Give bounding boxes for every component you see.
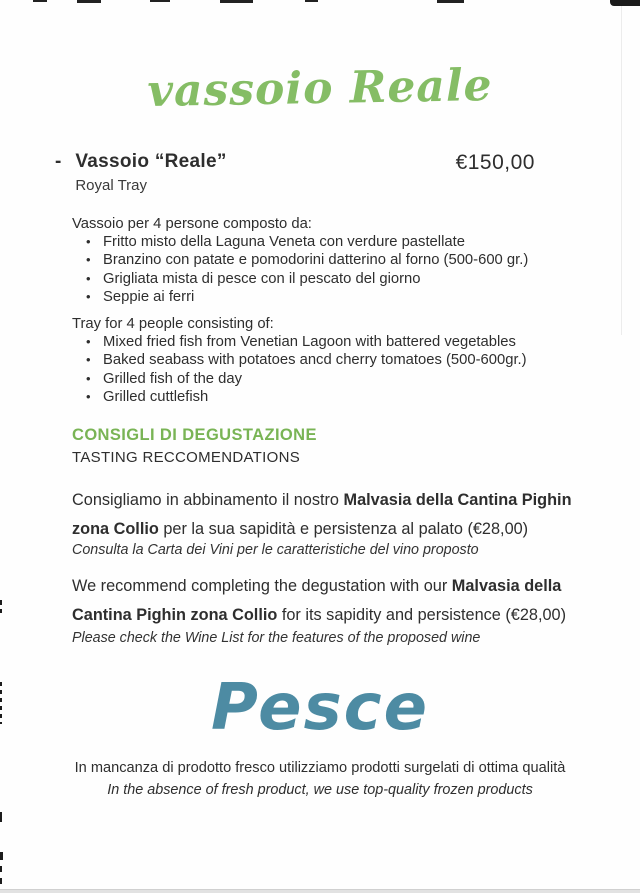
pairing-en-wine-name: Malvasia della Cantina Pighin zona Collio <box>72 577 562 624</box>
list-item <box>72 233 552 251</box>
description-en <box>72 315 552 406</box>
tasting-section <box>72 425 317 467</box>
scan-mark-top <box>220 0 253 3</box>
scan-mark-left <box>0 852 3 860</box>
frozen-note-it: In mancanza di prodotto fresco utilizziamo prodotti surgelati di ottima qualità <box>74 760 566 776</box>
list-item-text: Baked seabass with potatoes ancd cherry tomatoes (500-600gr.) <box>103 352 527 369</box>
section-title-vassoio-reale: vassoio Reale <box>146 59 493 118</box>
bullet-icon: • <box>86 352 91 368</box>
scan-mark-left <box>0 866 2 872</box>
scan-fold-line-right <box>621 5 622 335</box>
scan-mark-top <box>305 0 318 2</box>
list-item-text: Grilled cuttlefish <box>103 388 209 405</box>
description-it-intro: Vassoio per 4 persone composto da: <box>72 216 312 232</box>
description-it-list <box>72 233 552 306</box>
list-item <box>72 333 552 351</box>
item-name-block <box>75 150 226 196</box>
scan-mark-left <box>0 812 2 822</box>
list-item <box>72 288 552 306</box>
item-price: €150,00 <box>455 151 535 174</box>
scan-mark-top <box>77 0 101 3</box>
pairing-en-suffix: for its sapidity and persistence (€28,00) <box>277 605 567 624</box>
wine-pairing-it <box>72 486 594 543</box>
item-name: Vassoio “Reale” <box>75 151 227 172</box>
list-item-text: Seppie ai ferri <box>103 288 195 305</box>
scan-mark-top <box>437 0 464 3</box>
bullet-icon: • <box>86 252 91 268</box>
list-item <box>72 388 552 406</box>
pairing-it-wine-name: Malvasia della Cantina Pighin zona Collio <box>72 491 572 538</box>
scan-mark-left <box>0 600 2 605</box>
bullet-icon: • <box>86 270 91 286</box>
bullet-icon: • <box>86 334 91 350</box>
scan-mark-top-right-corner <box>610 0 640 6</box>
list-item-text: Branzino con patate e pomodorini datterino al forno (500-600 gr.) <box>103 252 529 269</box>
frozen-note-en: In the absence of fresh product, we use top-quality frozen products <box>107 782 533 798</box>
list-item <box>72 351 552 369</box>
wine-pairing-en <box>72 572 594 629</box>
scan-mark-left <box>0 609 2 613</box>
tasting-heading-en: TASTING RECCOMENDATIONS <box>72 449 301 466</box>
description-it <box>72 215 552 306</box>
pairing-en-prefix: We recommend completing the degustation with our <box>72 577 452 595</box>
tasting-heading-it: CONSIGLI DI DEGUSTAZIONE <box>72 426 317 444</box>
section-title-pesce: Pesce <box>210 671 430 745</box>
scan-mark-left <box>0 878 2 884</box>
item-dash: - <box>55 151 62 172</box>
pairing-it-prefix: Consigliamo in abbinamento il nostro <box>72 491 344 509</box>
bullet-icon: • <box>86 388 91 404</box>
list-item <box>72 270 552 288</box>
list-item-text: Mixed fried fish from Venetian Lagoon with battered vegetables <box>103 334 516 351</box>
bullet-icon: • <box>86 288 91 304</box>
list-item-text: Grigliata mista di pesce con il pescato del giorno <box>103 270 421 287</box>
scan-mark-top <box>33 0 47 2</box>
list-item <box>72 370 552 388</box>
list-item-text: Fritto misto della Laguna Veneta con verdure pastellate <box>103 234 465 251</box>
pairing-it-suffix: per la sua sapidità e persistenza al palato (€28,00) <box>158 519 529 538</box>
list-item-text: Grilled fish of the day <box>103 370 242 387</box>
description-en-intro: Tray for 4 people consisting of: <box>72 316 274 332</box>
item-subtitle-en: Royal Tray <box>75 177 148 194</box>
wine-note-it: Consulta la Carta dei Vini per le caratteristiche del vino proposto <box>72 542 479 558</box>
bullet-icon: • <box>86 370 91 386</box>
bullet-icon: • <box>86 234 91 250</box>
frozen-product-note <box>0 758 640 800</box>
page-shadow-bottom <box>0 889 640 893</box>
wine-note-en: Please check the Wine List for the features of the proposed wine <box>72 630 481 646</box>
scan-mark-top <box>150 0 170 2</box>
menu-item-row <box>55 150 535 196</box>
list-item <box>72 251 552 269</box>
description-en-list <box>72 333 552 406</box>
